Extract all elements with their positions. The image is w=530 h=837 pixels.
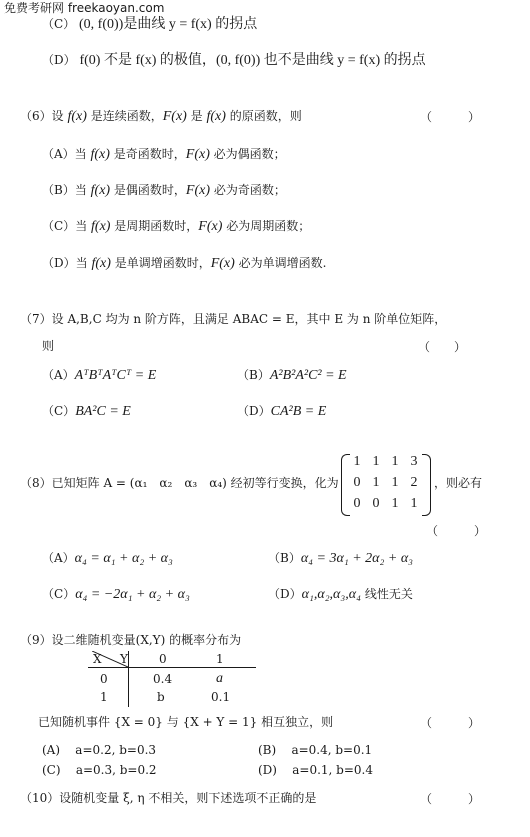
q7-stem: [20, 311, 446, 327]
option-text: 当: [74, 147, 91, 161]
matrix-cell: 2: [410, 475, 418, 490]
option-text: a=0.3, b=0.2: [75, 763, 157, 777]
matrix-cell: 3: [410, 454, 418, 469]
math-fx: f(x): [67, 109, 87, 124]
q7-stem-2: 则: [42, 339, 55, 353]
math-Fx: F(x): [185, 183, 211, 198]
option-text: 必为偶函数；: [209, 147, 286, 161]
option-text: 是偶函数时，: [110, 183, 186, 197]
q6-option-a: [42, 146, 286, 163]
matrix-cell: 0: [372, 496, 380, 511]
option-text: 是单调增函数时，: [110, 256, 211, 270]
q8-option-c: [42, 586, 190, 603]
matrix-cell: 1: [391, 454, 399, 469]
q7-option-b: [237, 367, 347, 384]
q6-option-c: [42, 218, 310, 235]
q10-stem: [20, 790, 316, 806]
q9-stem: [20, 632, 241, 648]
matrix-cell: 1: [353, 454, 361, 469]
math-fx: f(x): [90, 183, 111, 198]
table-cell: 0.4: [153, 672, 173, 686]
table-cell: 0.1: [211, 690, 231, 704]
option-label: （C）: [42, 587, 76, 601]
stem-part: 的原函数，则: [225, 109, 302, 123]
q5-option-c: [42, 16, 257, 33]
option-text: a=0.2, b=0.3: [75, 743, 157, 757]
option-text: CA²B = E: [270, 404, 327, 419]
matrix-left-bracket: [341, 454, 350, 516]
question-number: （7）: [20, 312, 52, 326]
option-text: 必为单调增函数.: [234, 256, 327, 270]
option-text: AᵀBᵀAᵀCᵀ = E: [74, 368, 157, 383]
q6-option-d: [42, 255, 326, 272]
option-text-2: (0, f(0)) 也不是曲线 y = f(x) 的拐点: [215, 53, 426, 68]
option-text: BA²C = E: [75, 404, 131, 419]
option-text: 是奇函数时，: [109, 147, 186, 161]
stem-part: 设: [51, 109, 68, 123]
matrix-cell: 1: [372, 475, 380, 490]
q6-answer-paren: （ ）: [420, 110, 481, 124]
option-label: （A）: [42, 368, 75, 382]
math-fx: f(x): [91, 256, 111, 271]
q9-option-c: [42, 762, 157, 778]
q9-option-a: [42, 742, 156, 758]
stem-part: 是连续函数，: [86, 109, 163, 123]
table-cell: a: [216, 671, 223, 686]
stem-text: 设随机变量 ξ, η 不相关，则下述选项不正确的是: [59, 791, 317, 805]
q7-option-a: [42, 367, 156, 384]
option-label: （C）: [42, 219, 76, 233]
q8-option-b: [268, 550, 413, 567]
table-corner-y: Y: [120, 652, 128, 666]
table-row-header: 1: [100, 690, 108, 704]
option-label: (C): [42, 763, 61, 777]
table-col-header: 0: [159, 652, 167, 666]
option-label: （C）: [42, 404, 76, 418]
matrix-cell: 1: [410, 496, 418, 511]
q6-stem: [20, 108, 302, 125]
table-cell: b: [157, 690, 165, 704]
q7-option-c: [42, 403, 131, 420]
option-label: （B）: [268, 551, 301, 565]
question-number: （9）: [20, 633, 52, 647]
option-text: A²B²A²C² = E: [269, 368, 347, 383]
option-text: α₄ = −2α₁ + α₂ + α₃: [75, 587, 190, 602]
matrix-cell: 1: [391, 475, 399, 490]
option-label: （B）: [42, 183, 75, 197]
option-text: α₁,α₂,α₃,α₄: [301, 587, 361, 602]
option-text: (0, f(0))是曲线 y = f(x) 的拐点: [79, 17, 258, 32]
question-number: （6）: [20, 109, 52, 123]
option-text: 当: [75, 256, 92, 270]
echelon-matrix: [341, 454, 431, 514]
q8-option-a: [42, 550, 173, 567]
option-text: α₄ = 3α₁ + 2α₂ + α₃: [300, 551, 414, 566]
option-text: f(0) 不是 f(x) 的极值，: [79, 53, 216, 68]
math-fx: f(x): [91, 219, 111, 234]
option-text: 是周期函数时，: [110, 219, 199, 233]
question-number: （8）: [20, 476, 52, 490]
option-label: （A）: [42, 551, 75, 565]
table-corner-x: X: [93, 652, 102, 666]
table-header-rule: [88, 667, 256, 668]
option-text: α₄ = α₁ + α₂ + α₃: [74, 551, 173, 566]
option-text: 当: [74, 183, 91, 197]
q6-option-b: [42, 182, 286, 199]
watermark-text: 免费考研网 freekaoyan.com: [4, 1, 165, 15]
matrix-right-bracket: [422, 454, 431, 516]
matrix-cell: 0: [353, 496, 361, 511]
matrix-cell: 1: [391, 496, 399, 511]
option-label: (A): [42, 743, 61, 757]
table-col-header: 1: [216, 652, 224, 666]
q9-answer-paren: （ ）: [420, 716, 481, 730]
option-label: （C）: [42, 17, 76, 31]
table-column-rule: [128, 651, 129, 707]
option-label: （B）: [237, 368, 270, 382]
q5-option-d: [42, 52, 426, 69]
option-text: 当: [75, 219, 92, 233]
math-fx: f(x): [90, 147, 110, 162]
math-Fx: F(x): [162, 109, 187, 124]
option-label: （D）: [237, 404, 271, 418]
math-Fx: F(x): [198, 219, 223, 234]
option-text: 必为周期函数；: [222, 219, 311, 233]
math-Fx: F(x): [185, 147, 210, 162]
stem-part: 是: [186, 109, 207, 123]
option-label: (B): [258, 743, 277, 757]
q7-option-d: [237, 403, 326, 420]
option-text-2: 线性无关: [361, 587, 413, 601]
matrix-cell: 0: [353, 475, 361, 490]
q8-stem: [20, 475, 339, 491]
option-text: a=0.4, b=0.1: [291, 743, 373, 757]
option-label: （D）: [42, 53, 76, 67]
option-text: a=0.1, b=0.4: [292, 763, 373, 777]
stem-text: 设 A,B,C 均为 n 阶方阵，且满足 ABAC = E，其中 E 为 n 阶单位矩阵，: [51, 312, 447, 326]
table-row-header: 0: [100, 672, 108, 686]
stem-text: 设二维随机变量(X,Y) 的概率分布为: [51, 633, 242, 647]
option-label: （D）: [268, 587, 302, 601]
matrix-cell: 1: [372, 454, 380, 469]
stem-text: 已知矩阵 A = (α₁ α₂ α₃ α₄) 经初等行变换，化为: [51, 476, 339, 490]
option-label: （A）: [42, 147, 75, 161]
q7-answer-paren: （ ）: [418, 340, 467, 354]
math-Fx: F(x): [210, 256, 235, 271]
question-number: （10）: [20, 791, 60, 805]
q10-answer-paren: （ ）: [420, 792, 481, 806]
math-fx: f(x): [206, 109, 226, 124]
q9-stem-2: 已知随机事件 {X = 0} 与 {X + Y = 1} 相互独立，则: [38, 715, 334, 729]
option-label: (D): [258, 763, 277, 777]
q9-option-d: [258, 762, 373, 778]
q8-stem-2: ，则必有: [434, 476, 483, 490]
q8-option-d: [268, 586, 413, 603]
q8-answer-paren: （ ）: [426, 524, 487, 538]
q9-option-b: [258, 742, 372, 758]
option-label: （D）: [42, 256, 76, 270]
option-text: 必为奇函数；: [210, 183, 286, 197]
